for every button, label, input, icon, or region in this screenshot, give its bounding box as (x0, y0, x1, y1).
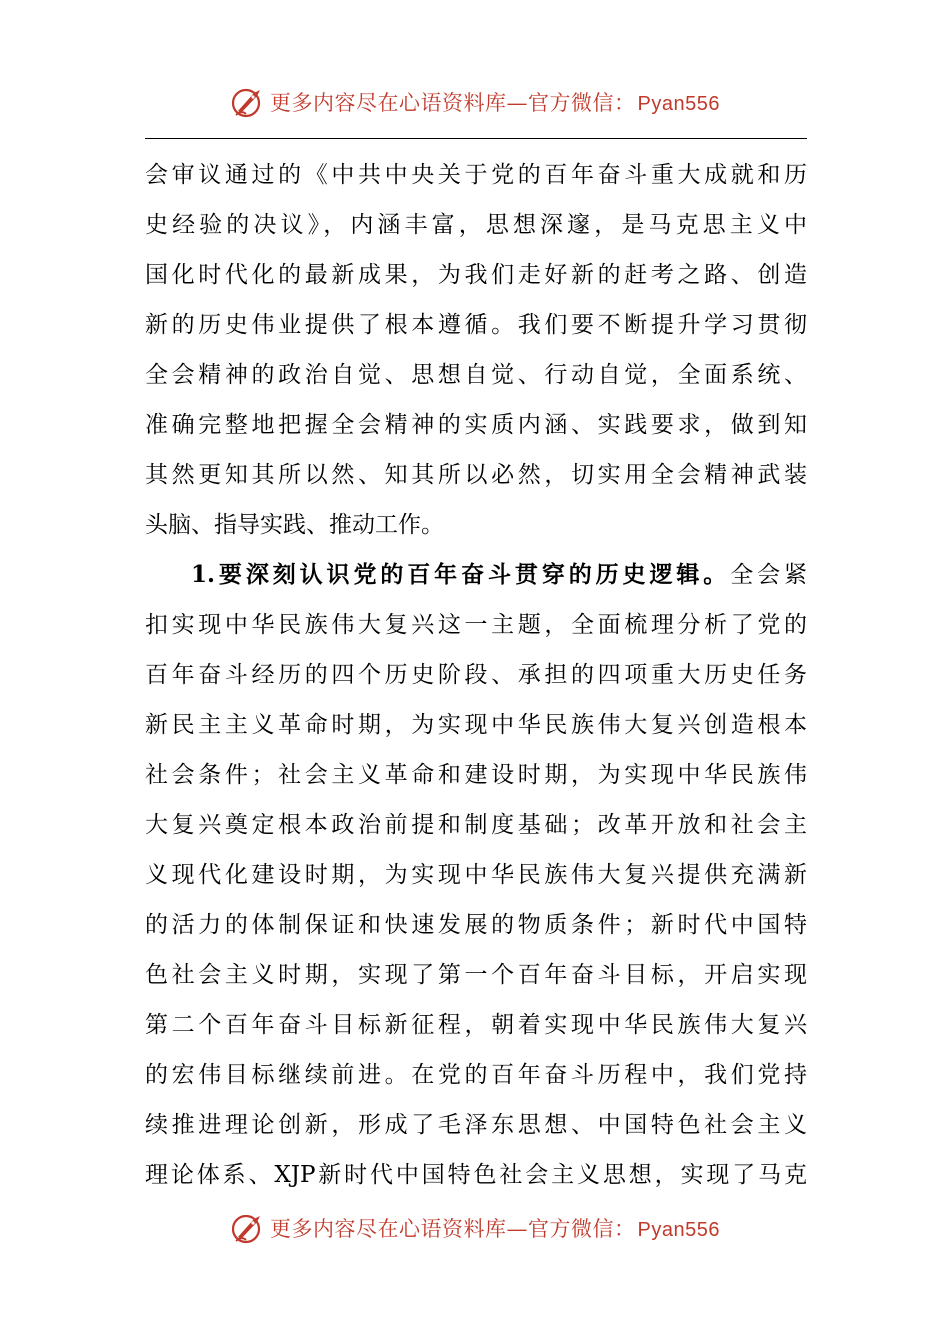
text-line: 会审议通过的《中共中央关于党的百年奋斗重大成就和历 (145, 162, 807, 188)
header-wechat-id: Pyan556 (637, 93, 720, 115)
text-line: 史经验的决议》，内涵丰富，思想深邃，是马克思主义中 (145, 212, 807, 238)
pen-nib-logo-icon (230, 1210, 266, 1246)
text-line: 第二个百年奋斗目标新征程，朝着实现中华民族伟大复兴 (145, 1012, 807, 1038)
heading-line-rest: 全会紧 (730, 562, 807, 588)
footer-wechat-id: Pyan556 (637, 1219, 720, 1241)
text-line: 其然更知其所以然、知其所以必然，切实用全会精神武装 (145, 462, 807, 488)
paragraph-2 (145, 550, 807, 1200)
text-line: 国化时代化的最新成果，为我们走好新的赶考之路、创造 (145, 262, 807, 288)
text-line: 的活力的体制保证和快速发展的物质条件；新时代中国特 (145, 912, 807, 938)
header-rule (145, 138, 807, 139)
pen-nib-logo-icon (230, 84, 266, 120)
text-line: 义现代化建设时期，为实现中华民族伟大复兴提供充满新 (145, 862, 807, 888)
text-line: 扣实现中华民族伟大复兴这一主题，全面梳理分析了党的 (145, 612, 807, 638)
text-line: 头脑、指导实践、推动工作。 (145, 512, 444, 538)
text-line: 百年奋斗经历的四个历史阶段、承担的四项重大历史任务 (145, 662, 807, 688)
text-line (145, 550, 807, 600)
text-line: 准确完整地把握全会精神的实质内涵、实践要求，做到知 (145, 412, 807, 438)
section-heading: 1.要深刻认识党的百年奋斗贯穿的历史逻辑。 (191, 561, 731, 588)
header-banner-text: 更多内容尽在心语资料库—官方微信： Pyan556 (270, 91, 720, 115)
text-line: 新民主主义革命时期，为实现中华民族伟大复兴创造根本 (145, 712, 807, 738)
text-line: 全会精神的政治自觉、思想自觉、行动自觉，全面系统、 (145, 362, 807, 388)
text-line: 理论体系、XJP新时代中国特色社会主义思想，实现了马克 (145, 1162, 807, 1188)
paragraph-1 (145, 150, 807, 550)
text-line: 续推进理论创新，形成了毛泽东思想、中国特色社会主义 (145, 1112, 807, 1138)
header-banner (0, 82, 950, 122)
footer-banner-text: 更多内容尽在心语资料库—官方微信： Pyan556 (270, 1217, 720, 1241)
text-line: 的宏伟目标继续前进。在党的百年奋斗历程中，我们党持 (145, 1062, 807, 1088)
footer-banner (0, 1208, 950, 1248)
text-line: 社会条件；社会主义革命和建设时期，为实现中华民族伟 (145, 762, 807, 788)
text-line: 新的历史伟业提供了根本遵循。我们要不断提升学习贯彻 (145, 312, 807, 338)
document-body (145, 150, 807, 1200)
text-line: 大复兴奠定根本政治前提和制度基础；改革开放和社会主 (145, 812, 807, 838)
text-line: 色社会主义时期，实现了第一个百年奋斗目标，开启实现 (145, 962, 807, 988)
